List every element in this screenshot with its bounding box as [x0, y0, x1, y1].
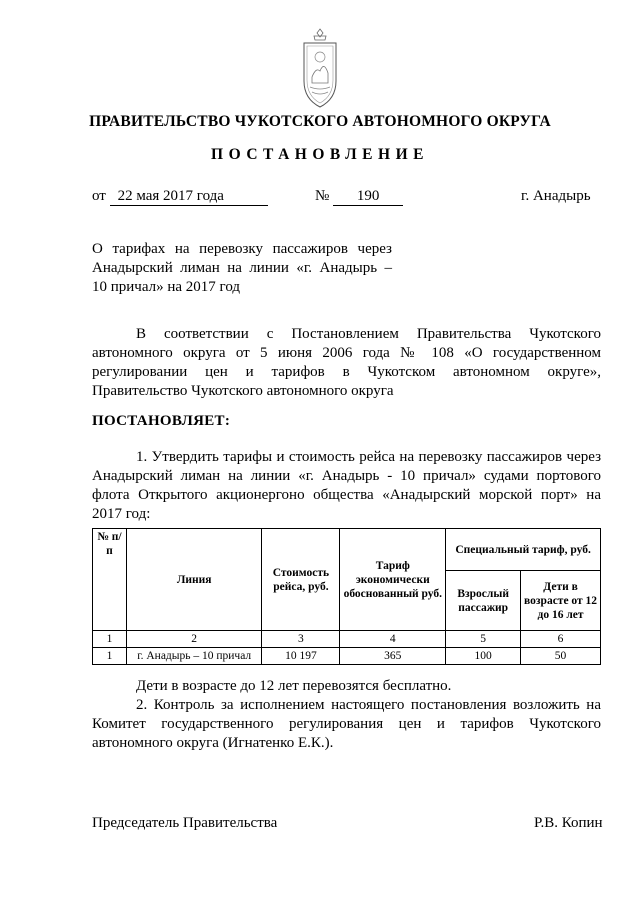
government-title: ПРАВИТЕЛЬСТВО ЧУКОТСКОГО АВТОНОМНОГО ОКРУГА [89, 113, 551, 130]
item-2-line: 2. Контроль за исполнением настоящего постановления возложить на [136, 697, 601, 713]
resolves-heading: ПОСТАНОВЛЯЕТ: [92, 413, 231, 429]
ref-number-label: № [315, 188, 330, 204]
document-type-title: ПОСТАНОВЛЕНИЕ [211, 146, 429, 163]
header-adult: Взрослый пассажир [446, 571, 521, 631]
coat-of-arms-icon [300, 27, 340, 109]
item-1-paragraph [92, 448, 601, 524]
item-1-line: 2017 год: [92, 506, 151, 522]
index-cell: 1 [93, 631, 127, 648]
signer-name: Р.В. Копин [534, 815, 603, 831]
header-cost: Стоимость рейса, руб. [262, 529, 340, 631]
item-1-line: Анадырский лиман на линии «г. Анадырь - 10 причал» судами портового [92, 468, 601, 484]
ref-date: 22 мая 2017 года [110, 188, 268, 206]
subject-line: О тарифах на перевозку пассажиров через [92, 241, 392, 257]
item-1-line: флота Открытого акционергоно общества «Анадырский морской порт» на [92, 487, 601, 503]
document-subject [92, 240, 392, 297]
preamble-paragraph [92, 325, 601, 401]
tariffs-table [92, 528, 601, 665]
preamble-line: Правительство Чукотского автономного округа [92, 383, 394, 399]
ref-number [315, 188, 403, 206]
index-cell: 4 [340, 631, 446, 648]
ref-number-value: 190 [333, 188, 403, 206]
preamble-line: В соответствии с Постановлением Правительства Чукотского [136, 326, 601, 342]
index-cell: 3 [262, 631, 340, 648]
preamble-line: автономного округа от 5 июня 2006 года № 108 «О государственном [92, 345, 601, 361]
table-header-row [93, 529, 601, 571]
ref-from-label: от [92, 188, 106, 204]
signer-position: Председатель Правительства [92, 815, 278, 831]
item-2-line: Комитет государственного регулирования цен и тарифов Чукотского [92, 716, 601, 732]
header-line: Линия [126, 529, 262, 631]
row-num: 1 [93, 648, 127, 665]
ref-city: г. Анадырь [521, 188, 591, 204]
index-cell: 5 [446, 631, 521, 648]
item-1-line: 1. Утвердить тарифы и стоимость рейса на перевозку пассажиров через [136, 449, 601, 465]
header-special: Специальный тариф, руб. [446, 529, 601, 571]
subject-line: 10 причал» на 2017 год [92, 279, 241, 295]
index-cell: 2 [126, 631, 262, 648]
row-tariff: 365 [340, 648, 446, 665]
header-children: Дети в возрасте от 12 до 16 лет [521, 571, 601, 631]
header-num: № п/п [93, 529, 127, 631]
table-index-row [93, 631, 601, 648]
ref-from [92, 188, 268, 206]
item-2-paragraph [92, 677, 601, 753]
header-tariff: Тариф экономически обоснованный руб. [340, 529, 446, 631]
free-children-note: Дети в возрасте до 12 лет перевозятся бесплатно. [136, 678, 452, 694]
row-adult: 100 [446, 648, 521, 665]
row-children: 50 [521, 648, 601, 665]
subject-line: Анадырский лиман на линии «г. Анадырь – [92, 260, 392, 276]
row-line: г. Анадырь – 10 причал [126, 648, 262, 665]
row-cost: 10 197 [262, 648, 340, 665]
item-2-line: автономного округа (Игнатенко Е.К.). [92, 735, 334, 751]
index-cell: 6 [521, 631, 601, 648]
table-row [93, 648, 601, 665]
preamble-line: регулировании цен и тарифов в Чукотском автономном округе», [92, 364, 601, 380]
